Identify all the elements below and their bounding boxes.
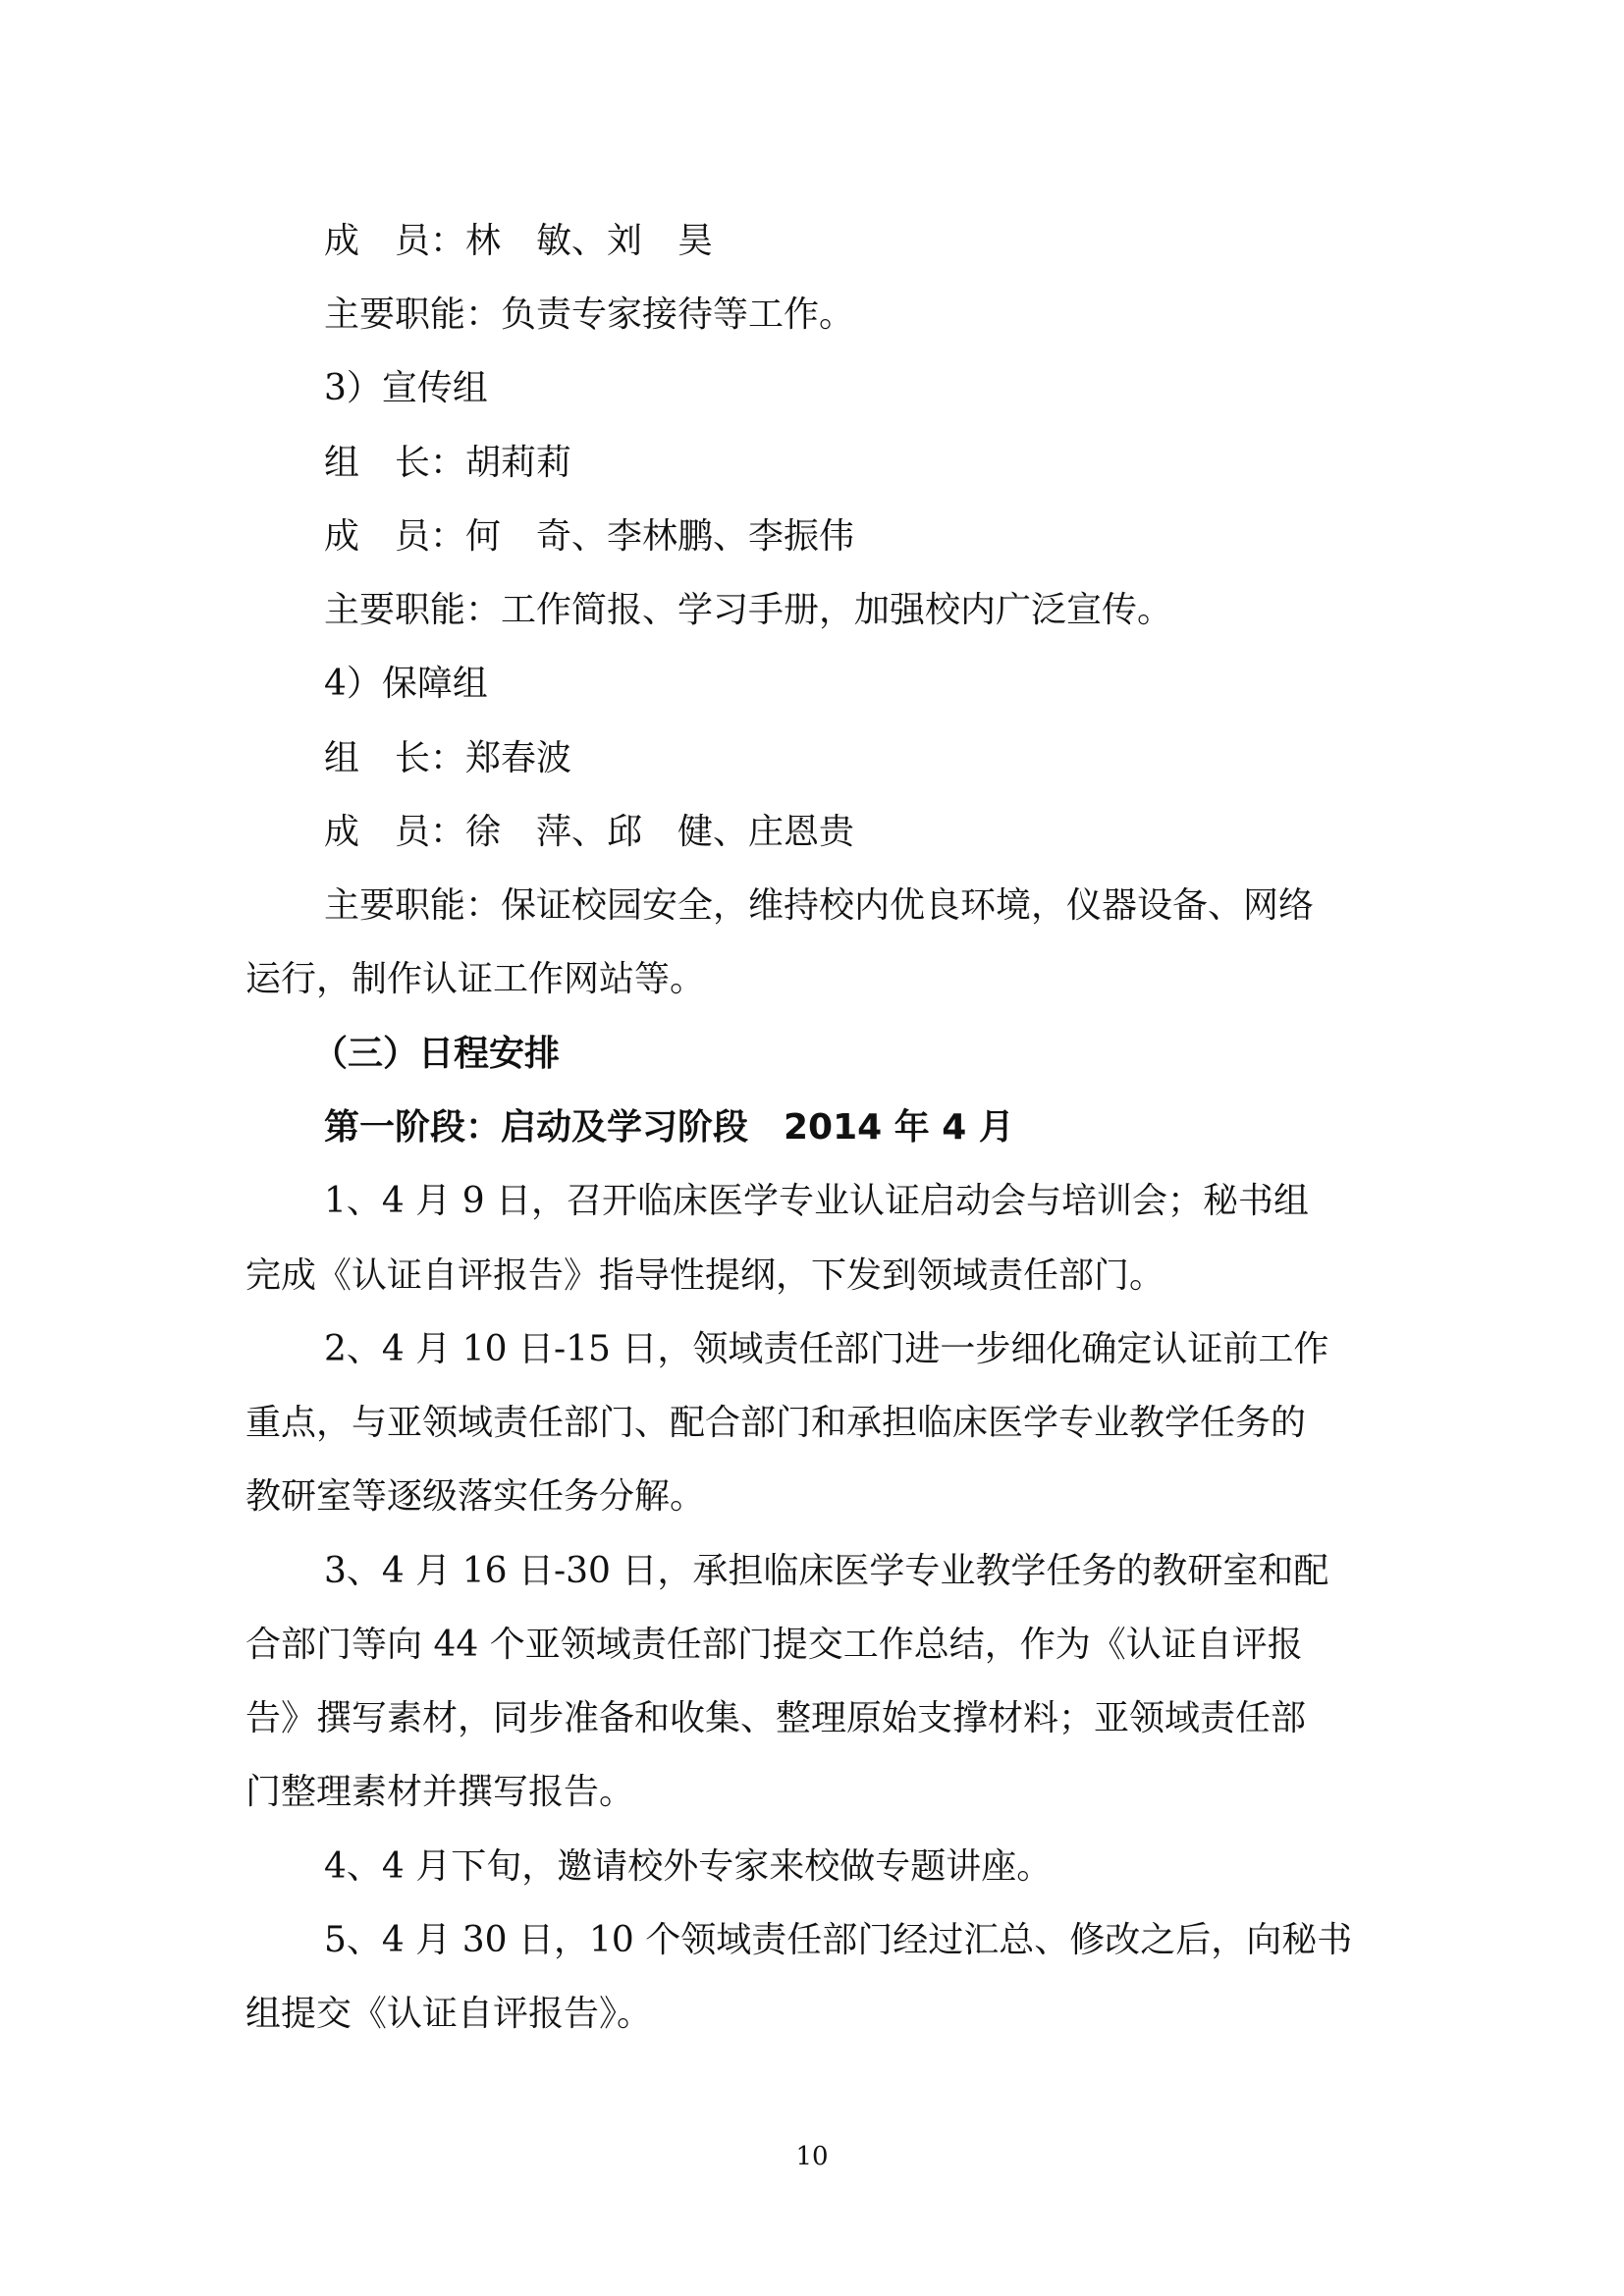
item-3-line-3: 告》撰写素材，同步准备和收集、整理原始支撑材料；亚领域责任部 bbox=[245, 1698, 1307, 1738]
duty-line-reception: 主要职能：负责专家接待等工作。 bbox=[324, 294, 855, 335]
duty-line-publicity: 主要职能：工作简报、学习手册，加强校内广泛宣传。 bbox=[324, 590, 1173, 630]
group-heading-support: 4）保障组 bbox=[324, 664, 488, 704]
page-number: 10 bbox=[795, 2142, 829, 2171]
item-3-line-2: 合部门等向 44 个亚领域责任部门提交工作总结，作为《认证自评报 bbox=[245, 1625, 1303, 1665]
item-2-line-2: 重点，与亚领域责任部门、配合部门和承担临床医学专业教学任务的 bbox=[245, 1403, 1307, 1443]
item-5-line-2: 组提交《认证自评报告》。 bbox=[245, 1994, 653, 2034]
section-heading-schedule: （三）日程安排 bbox=[312, 1034, 561, 1074]
item-2-line-1: 2、4 月 10 日-15 日，领域责任部门进一步细化确定认证前工作 bbox=[324, 1329, 1329, 1369]
member-line-publicity: 成 员：何 奇、李林鹏、李振伟 bbox=[324, 516, 855, 557]
member-line-support: 成 员：徐 萍、邱 健、庄恩贵 bbox=[324, 812, 855, 852]
leader-line-support: 组 长：郑春波 bbox=[324, 738, 572, 778]
member-line-reception: 成 员：林 敏、刘 昊 bbox=[324, 221, 714, 261]
leader-line-publicity: 组 长：胡莉莉 bbox=[324, 443, 572, 483]
phase-heading-1: 第一阶段：启动及学习阶段 2014 年 4 月 bbox=[324, 1107, 1014, 1148]
item-2-line-3: 教研室等逐级落实任务分解。 bbox=[245, 1476, 706, 1517]
item-4-line-1: 4、4 月下旬，邀请校外专家来校做专题讲座。 bbox=[324, 1846, 1053, 1887]
item-5-line-1: 5、4 月 30 日，10 个领域责任部门经过汇总、修改之后，向秘书 bbox=[324, 1920, 1353, 1960]
duty-line-support-cont: 运行，制作认证工作网站等。 bbox=[245, 959, 706, 999]
item-1-line-1: 1、4 月 9 日，召开临床医学专业认证启动会与培训会；秘书组 bbox=[324, 1181, 1310, 1221]
item-1-line-2: 完成《认证自评报告》指导性提纲，下发到领域责任部门。 bbox=[245, 1255, 1165, 1296]
group-heading-publicity: 3）宣传组 bbox=[324, 368, 488, 408]
item-3-line-1: 3、4 月 16 日-30 日，承担临床医学专业教学任务的教研室和配 bbox=[324, 1551, 1329, 1591]
duty-line-support: 主要职能：保证校园安全，维持校内优良环境，仪器设备、网络 bbox=[324, 885, 1315, 926]
item-3-line-4: 门整理素材并撰写报告。 bbox=[245, 1772, 635, 1812]
